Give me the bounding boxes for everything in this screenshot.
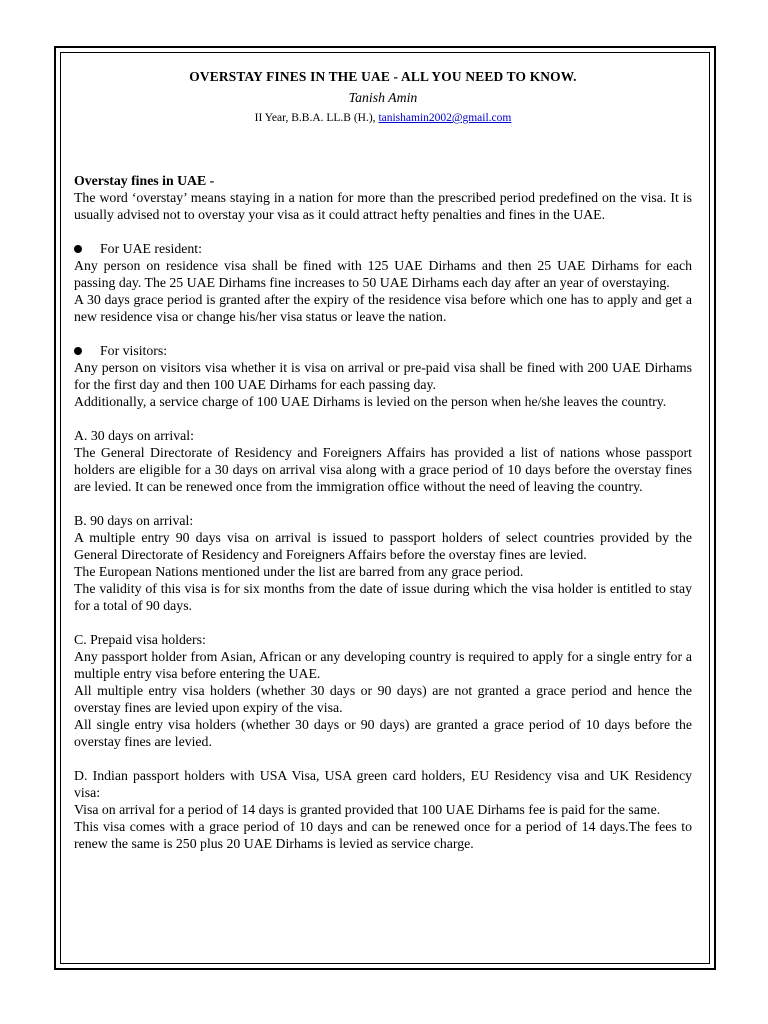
email-link[interactable]: tanishamin2002@gmail.com	[378, 112, 512, 124]
resident-paragraph-2: A 30 days grace period is granted after the expiry of the residence visa before which one has to apply and get a new residence visa or change his/her visa status or leave the nation.	[74, 292, 692, 324]
section-d-paragraph-2: This visa comes with a grace period of 10 days and can be renewed once for a period of 14 days.The fees to renew the same is 250 plus 20 UAE Dirhams is levied as service charge.	[74, 819, 692, 851]
visitors-paragraph-2: Additionally, a service charge of 100 UAE Dirhams is levied on the person when he/she leaves the country.	[74, 394, 667, 409]
section-a-paragraph-1: The General Directorate of Residency and Foreigners Affairs has provided a list of nations whose passport holders are eligible for a 30 days on arrival visa along with a grace period of 10 days before the overstay fines are levied. It can be renewed once from the immigration office without the need of leaving the country.	[74, 445, 692, 494]
section-c-heading: C. Prepaid visa holders:	[74, 632, 206, 647]
section-c-paragraph-1: Any passport holder from Asian, African or any developing country is required to apply for a single entry for a multiple entry visa before entering the UAE.	[74, 649, 692, 681]
bullet-dot-icon	[74, 347, 82, 355]
section-b-paragraph-3: The validity of this visa is for six months from the date of issue during which the visa holder is entitled to stay for a total of 90 days.	[74, 581, 692, 613]
section-d-paragraph-1: Visa on arrival for a period of 14 days is granted provided that 100 UAE Dirhams fee is paid for the same.	[74, 802, 661, 817]
document-body	[74, 68, 692, 852]
doc-affiliation	[74, 111, 692, 126]
bullet-visitors	[74, 342, 692, 359]
section-b-paragraph-1: A multiple entry 90 days visa on arrival is issued to passport holders of select countries provided by the General Directorate of Residency and Foreigners Affairs before the overstay fines are levied.	[74, 530, 692, 562]
resident-label: For UAE resident:	[100, 241, 202, 256]
bullet-dot-icon	[74, 245, 82, 253]
intro-heading: Overstay fines in UAE -	[74, 173, 215, 188]
visitors-paragraph-1: Any person on visitors visa whether it is visa on arrival or pre-paid visa shall be fined with 200 UAE Dirhams for the first day and then 100 UAE Dirhams for each passing day.	[74, 360, 692, 392]
section-b-heading: B. 90 days on arrival:	[74, 513, 194, 528]
resident-paragraph-1: Any person on residence visa shall be fined with 125 UAE Dirhams and then 25 UAE Dirhams for each passing day. The 25 UAE Dirhams fine increases to 50 UAE Dirhams each day after an year of overstaying.	[74, 258, 692, 290]
doc-title: OVERSTAY FINES IN THE UAE - ALL YOU NEED TO KNOW.	[189, 69, 577, 84]
doc-author: Tanish Amin	[348, 90, 418, 105]
intro-paragraph: The word ‘overstay’ means staying in a nation for more than the prescribed period predefined on the visa. It is usually advised not to overstay your visa as it could attract hefty penalties and fines in the UAE.	[74, 190, 692, 222]
section-c-paragraph-2: All multiple entry visa holders (whether 30 days or 90 days) are not granted a grace period and hence the overstay fines are levied upon expiry of the visa.	[74, 683, 692, 715]
section-c-paragraph-3: All single entry visa holders (whether 30 days or 90 days) are granted a grace period of 10 days before the overstay fines are levied.	[74, 717, 692, 749]
visitors-label: For visitors:	[100, 343, 168, 358]
bullet-resident	[74, 240, 692, 257]
section-b-paragraph-2: The European Nations mentioned under the list are barred from any grace period.	[74, 564, 524, 579]
section-d-heading: D. Indian passport holders with USA Visa, USA green card holders, EU Residency visa and UK Residency visa:	[74, 768, 692, 800]
section-a-heading: A. 30 days on arrival:	[74, 428, 194, 443]
affiliation-text: II Year, B.B.A. LL.B (H.),	[254, 112, 379, 124]
